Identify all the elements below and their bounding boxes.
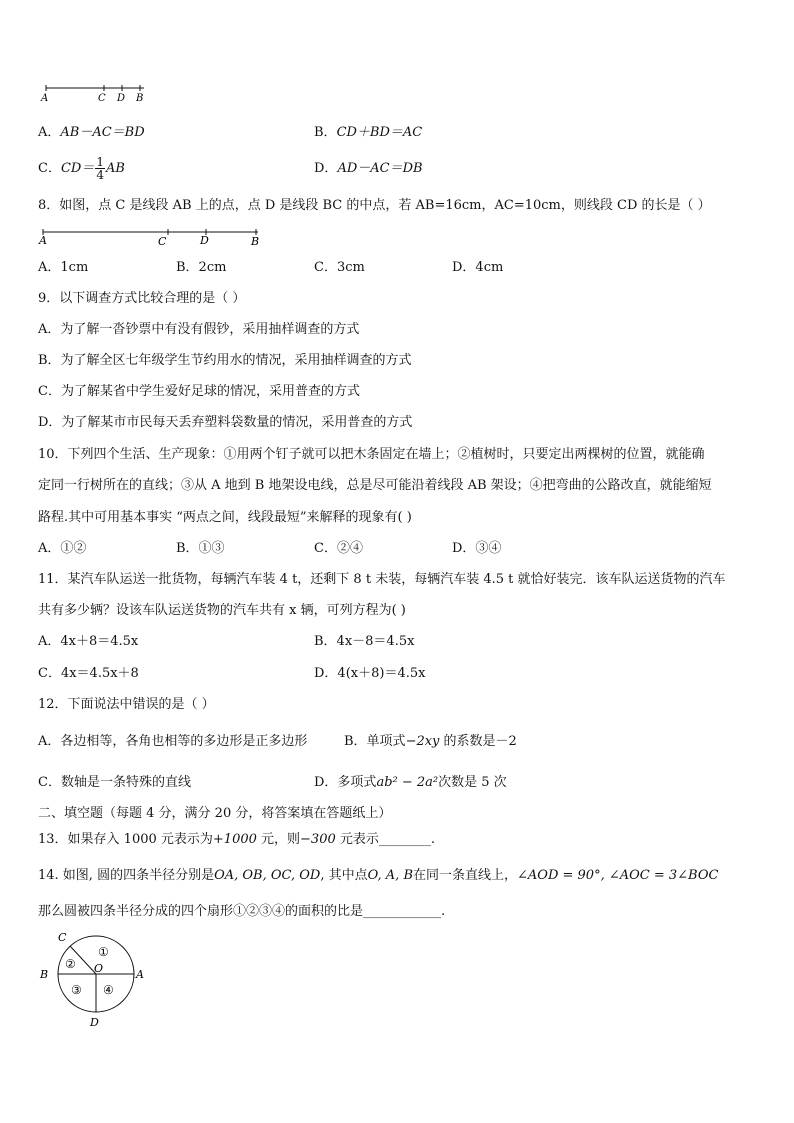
q9-option-a: A．为了解一沓钞票中有没有假钞，采用抽样调查的方式 (38, 322, 360, 337)
q13-stem (38, 831, 435, 849)
q7-segment-figure (38, 80, 158, 106)
q11-option-a: A．4x＋8＝4.5x (38, 634, 139, 649)
q11-option-d: D．4(x＋8)＝4.5x (314, 666, 426, 681)
q12-option-b-pre: B．单项式 (344, 734, 406, 749)
q7-label-a: A (41, 93, 49, 104)
q7-option-c-post: AB (105, 161, 125, 176)
q14-radii: OA, OB, OC, OD (214, 868, 321, 883)
q9-option-d: D．为了解某市市民每天丢弃塑料袋数量的情况，采用普查的方式 (38, 415, 413, 430)
q8-label-b: B (251, 235, 260, 248)
q10-option-a: A．①② (38, 541, 87, 556)
q8-option-b: B．2cm (176, 260, 227, 275)
q14-label-d: D (90, 1016, 99, 1029)
q14-label-o: O (94, 962, 104, 975)
q12-option-b-post: 的系数是－2 (439, 734, 517, 749)
q8-option-c: C．3cm (314, 260, 365, 275)
q14-sector-1: ① (98, 945, 109, 959)
q12-stem: 12．下面说法中错误的是（ ） (38, 697, 215, 712)
q14-post: 在同一条直线上， (413, 868, 518, 883)
q10-option-b: B．①③ (176, 541, 225, 556)
q14-angles: ∠AOD = 90°, ∠AOC = 3∠BOC (517, 868, 719, 883)
q12-option-b (344, 733, 517, 751)
q13-post: 元表示________. (335, 832, 436, 847)
q8-label-c: C (158, 235, 167, 248)
q14-circle-figure (36, 928, 152, 1032)
q9-stem: 9．以下调查方式比较合理的是（ ） (38, 291, 246, 306)
q12-option-d-post: 次数是 5 次 (438, 775, 507, 790)
q10-option-c: C．②④ (314, 541, 363, 556)
q9-option-c: C．为了解某省中学生爱好足球的情况，采用普查的方式 (38, 384, 360, 399)
q12-option-a: A．各边相等，各角也相等的多边形是正多边形 (38, 734, 308, 749)
q7-option-b-text: CD＋BD＝AC (336, 125, 423, 140)
q7-option-a (38, 124, 145, 142)
q13-pre: 13．如果存入 1000 元表示为 (38, 832, 213, 847)
q13-math-negative: −300 (300, 832, 336, 847)
q11-option-b: B．4x－8＝4.5x (314, 634, 415, 649)
q8-label-a: A (39, 234, 47, 247)
q9-option-b: B．为了解全区七年级学生节约用水的情况，采用抽样调查的方式 (38, 353, 412, 368)
q7-option-b-label: B． (314, 125, 337, 140)
q14-sector-2: ② (65, 957, 76, 971)
q14-stem-line2: 那么圆被四条半径分成的四个扇形①②③④的面积的比是____________. (38, 904, 446, 919)
q13-mid: 元，则 (256, 832, 301, 847)
q8-stem: 8．如图，点 C 是线段 AB 上的点，点 D 是线段 BC 的中点，若 AB=16cm，AC=10cm，则线段 CD 的长是（ ） (38, 198, 711, 213)
q8-option-d: D．4cm (452, 260, 504, 275)
q14-mid: , 其中点 (320, 868, 368, 883)
q7-fraction-numerator: 1 (96, 155, 104, 169)
q8-option-a: A．1cm (38, 260, 89, 275)
q7-option-b (314, 124, 422, 142)
q7-option-c-pre: CD＝ (60, 161, 95, 176)
q7-label-d: D (117, 93, 126, 104)
q14-label-b: B (40, 968, 49, 981)
q14-sector-3: ③ (71, 983, 82, 997)
q7-option-c-fraction (95, 156, 105, 181)
q14-pre: 14. 如图, 圆的四条半径分别是 (38, 868, 215, 883)
q7-option-c (38, 152, 125, 186)
q10-stem-line1: 10．下列四个生活、生产现象：①用两个钉子就可以把木条固定在墙上；②植树时，只要定出两棵树的位置，就能确 (38, 447, 705, 462)
q12-option-d-math: ab² − 2a² (376, 775, 439, 790)
q14-sector-4: ④ (103, 983, 114, 997)
q7-option-d (314, 160, 423, 178)
q8-label-d: D (200, 234, 209, 247)
section-heading-fill-blank: 二、填空题（每题 4 分，满分 20 分，将答案填在答题纸上） (38, 806, 392, 821)
q14-label-c: C (58, 931, 67, 944)
q7-option-d-text: AD－AC＝DB (337, 161, 423, 176)
q7-option-d-label: D． (314, 161, 338, 176)
q7-fraction-denominator: 4 (96, 168, 104, 182)
q12-option-d-pre: D．多项式 (314, 775, 377, 790)
q14-points: O, A, B (367, 868, 413, 883)
q11-stem-line1: 11．某汽车队运送一批货物，每辆汽车装 4 t，还剩下 8 t 未装，每辆汽车装 4.5 t 就恰好装完．该车队运送货物的汽车 (38, 572, 726, 587)
q7-label-b: B (136, 93, 144, 104)
q13-math-positive: +1000 (212, 832, 257, 847)
q11-option-c: C．4x＝4.5x＋8 (38, 666, 139, 681)
q10-stem-line3: 路程.其中可用基本事实 “两点之间，线段最短”来解释的现象有( ) (38, 510, 412, 525)
q7-option-a-label: A． (38, 125, 61, 140)
q7-option-c-label: C． (38, 161, 61, 176)
q10-stem-line2: 定同一行树所在的直线；③从 A 地到 B 地架设电线，总是尽可能沿着线段 AB 架设；④把弯曲的公路改直，就能缩短 (38, 478, 712, 493)
q7-option-a-text: AB－AC＝BD (60, 125, 145, 140)
q11-stem-line2: 共有多少辆？设该车队运送货物的汽车共有 x 辆，可列方程为( ) (38, 603, 406, 618)
q10-option-d: D．③④ (452, 541, 502, 556)
q7-label-c: C (98, 93, 106, 104)
q14-label-a: A (136, 968, 144, 981)
q14-stem-line1 (38, 867, 718, 885)
q8-segment-figure (38, 224, 268, 248)
q12-option-d (314, 774, 507, 792)
q12-option-c: C．数轴是一条特殊的直线 (38, 775, 191, 790)
q12-option-b-math: −2xy (405, 734, 440, 749)
